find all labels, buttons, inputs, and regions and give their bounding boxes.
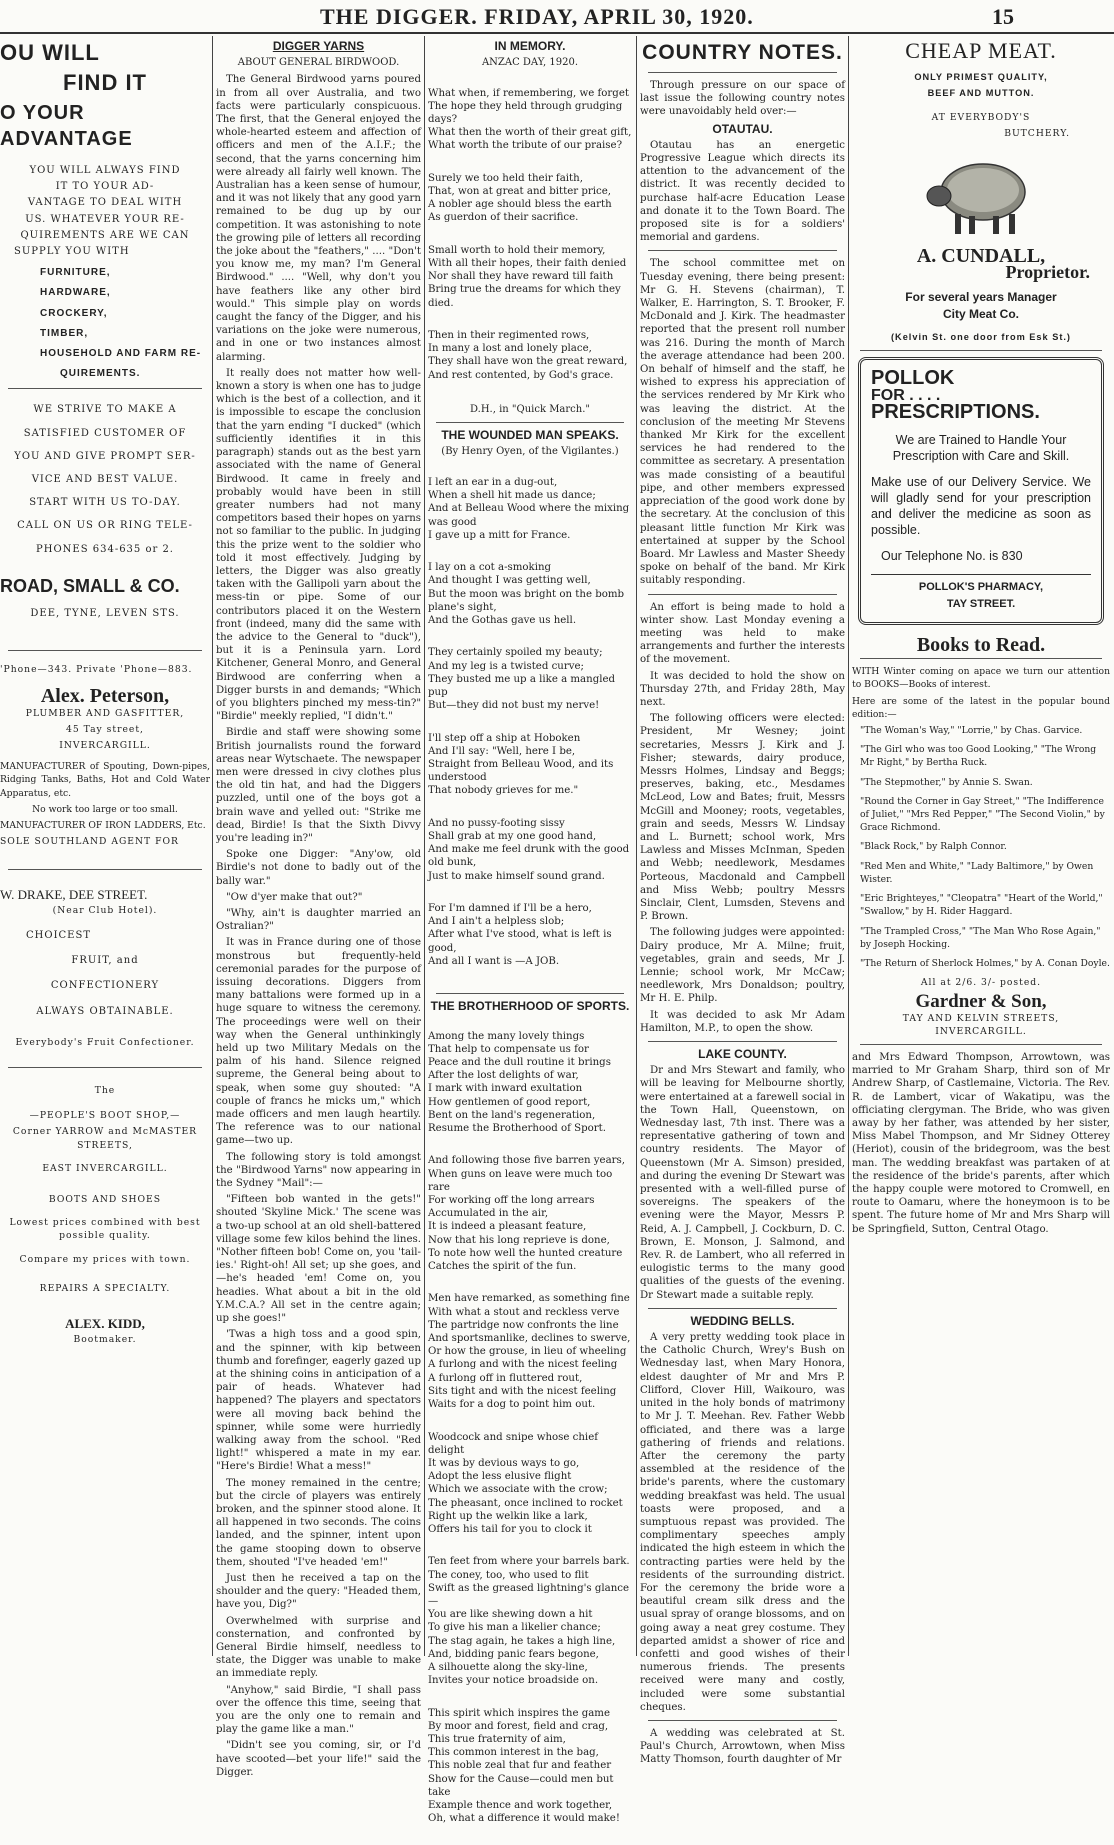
ad-text: 45 Tay street, [66, 723, 144, 735]
book-list-item: "The Return of Sherlock Holmes," by A. Conan Doyle. [860, 957, 1110, 969]
ad-text: SUPPLY YOU WITH [14, 246, 130, 258]
poem-stanza: For I'm damned if I'll be a hero, And I ain't a helpless slob; After what I've stood, what is left is good, And all I want is —A JOB. [428, 902, 612, 967]
ad-name: W. DRAKE, DEE STREET. [0, 886, 148, 902]
poem-stanza: And no pussy-footing sissy Shall grab at my one good hand, And make me feel drunk with the good old bunk, Just to make himself sound grand. [428, 817, 630, 882]
ad-text: EAST INVERCARGILL. [42, 1162, 168, 1174]
divider [648, 1308, 837, 1309]
article-heading: IN MEMORY. [494, 39, 566, 53]
ad-goods: QUIREMENTS. [60, 368, 141, 380]
poem-stanza: What when, if remembering, we forget The hope they held through grudging days? What then the worth of their great gift, What worth the tribute of our praise? [428, 87, 632, 152]
ad-text: No work too large or too small. [32, 803, 178, 815]
article-heading: DIGGER YARNS [272, 39, 365, 53]
ad-heading: OU WILL [0, 40, 100, 65]
ad-text: CONFECTIONERY [50, 980, 160, 992]
ad-text: PLUMBER AND GASFITTER, [25, 707, 185, 719]
divider [436, 422, 624, 423]
ad-text: Here are some of the latest in the popular bound edition:— [852, 695, 1110, 720]
poem-stanza: They certainly spoiled my beauty; And my leg is a twisted curve; They busted me up a like a mangled pup But—they did not bust my nerve! [428, 647, 616, 712]
ad-address: INVERCARGILL. [935, 1025, 1027, 1037]
ad-heading: FIND IT [63, 70, 147, 95]
ad-goods: HARDWARE, [40, 287, 111, 299]
column-poems [428, 36, 632, 1825]
article-paragraph: The following story is told amongst the "Birdwood Yarns" now appearing in the Sydney "Mail":— [216, 1151, 421, 1190]
divider [648, 250, 837, 251]
article-paragraph: It was decided to hold the show on Thursday 27th, and Friday 28th, May next. [640, 670, 845, 708]
article-paragraph: It really does not matter how well-known a story is when one has to judge which is the best of a collection, and it is impossible to escape the conclusion that the yarn ending "I ducked" (which sufficiently identifies it in this paragraph) stands out as the best yarn associated with the name of General Birdwood. It came in freely and probably would have been in still greater numbers had not many competitors based their hopes on yarns not so familiar to the public. In judging this the prize went to the soldier who told it most effectively. Judging by letters, the Digger was also greatly taken with the Gallipoli yarn about the mess-tin or pipe. Some of our contributors placed it on the Western front (indeed, many did the same with the advice to the General to "duck"), but it is a Peninsula yarn. Lord Kitchener, General Monro, and General Birdwood are conferring when a Digger bursts in and demands; "Which of you blighters pinched my mess-tin?" "Birdie" meekly replied, "I didn't." [216, 367, 421, 723]
column-rule [848, 36, 849, 1656]
ad-text: Lowest prices combined with best possible quality. [9, 1217, 201, 1242]
article-heading: OTAUTAU. [712, 121, 773, 136]
article-paragraph: "Why, ain't is daughter married an Ostralian?" [216, 908, 421, 933]
poem-stanza: And following those five barren years, When guns on leave were much too rare For working off the long arrears Accumulated in the air, It is indeed a pleasant feature, Now that his long reprieve is done, To note how well the hunted creature Catches the spirit of the fun. [428, 1155, 625, 1273]
column-country-notes [640, 36, 845, 1766]
ad-text: FRUIT, and [71, 955, 139, 967]
ad-goods: CROCKERY, [40, 307, 108, 319]
article-paragraph: and Mrs Edward Thompson, Arrowtown, was married to Mr Graham Sharp, third son of Mr Andrew Sharp, of Castlemaine, Victoria. The Rev. R. de Lambert, vicar of Wakatipu, was the officiating clergyman. The Bride, who was given away by her father, was attended by her sister, Miss Mabel Thompson, and Mr Sidney Otterey (Heriot), cousin of the bridegroom, was the best man. The wedding breakfast was partaken of at the residence of the bride's parents, after which the happy couple were motored to Cromwell, en route to Oamaru, where the honeymoon is to be spent. The future home of Mr and Mrs Sharp will be Springfield, Sutton, Central Otago. [852, 1051, 1110, 1235]
ad-text: CALL ON US OR RING TELE- [17, 520, 193, 532]
ad-name: Alex. Peterson, [40, 685, 170, 708]
poem-stanza: I'll step off a ship at Hoboken And I'll say: "Well, here I be, Straight from Belleau Wood, and its understood That nobody grieves for me." [428, 732, 614, 797]
ad-text: PHONES 634-635 or 2. [36, 543, 174, 555]
article-paragraph: Birdie and staff were showing some British journalists round the forward areas near Wytschaete. The newspaper men were dressed in civy clothes plus the old tin hat, and had the Diggers puzzled, until one of the boys got a brain wave and yelled out: "Strike me dead, Birdie! Is that the Sixth Divvy you're leading in?" [216, 727, 421, 844]
ad-text: ONLY PRIMEST QUALITY, [914, 72, 1048, 83]
poem-stanza: Surely we too held their faith, That, won at great and bitter price, A nobler age should bless the earth As guerdon of their sacrifice. [428, 172, 612, 224]
book-list-item: "The Woman's Way," "Lorrie," by Chas. Garvice. [860, 725, 1083, 737]
ad-price: All at 2/6. 3/- posted. [920, 977, 1042, 989]
ad-text: REPAIRS A SPECIALTY. [39, 1282, 171, 1294]
divider [648, 1720, 837, 1721]
divider [860, 1044, 1102, 1045]
article-heading: LAKE COUNTY. [698, 1047, 787, 1062]
ad-heading: CHEAP MEAT. [905, 38, 1057, 63]
ad-text: Everybody's Fruit Confectioner. [15, 1036, 195, 1048]
poem-stanza: Then in their regimented rows, In many a lost and lonely place, They shall have won the great reward, And rest contented, by God's grace. [428, 330, 628, 381]
ad-text: BOOTS AND SHOES [48, 1193, 162, 1205]
article-paragraph: It was decided to ask Mr Adam Hamilton, M.P., to open the show. [640, 1009, 845, 1034]
divider [8, 650, 202, 651]
article-paragraph: "Fifteen bob wanted in the gets!" shouted 'Skyline Mick.' The scene was a two-up school at an old shell-battered village some few kilos behind the lines. "Nother fifteen bob! Come on, you 'tail-ies.' Right-oh! All set; up she goes, and—he's headed 'em! Come on, you headies. What about a bit in the old Y.M.C.A.? All set in the centre again; up she goes!" [216, 1194, 421, 1325]
article-heading: WEDDING BELLS. [690, 1313, 795, 1328]
ad-goods: HOUSEHOLD AND FARM RE- [40, 348, 202, 360]
divider [8, 388, 202, 389]
ad-text: IT TO YOUR AD- [55, 181, 155, 193]
book-list-item: "Eric Brighteyes," "Cleopatra" "Heart of the World," "Swallow," by H. Rider Haggard. [860, 893, 1103, 918]
ad-text: SATISFIED CUSTOMER OF [23, 427, 187, 439]
ad-text: For several years Manager [905, 290, 1057, 305]
article-paragraph: The school committee met on Tuesday evening, there being present: Mr G. H. Stevens (chairman), T. Walker, E. Harrington, S. T. Brooker, F. McDonald and J. Kirk. The headmaster reported that the present roll number was 216. During the month of March the average attendance had been 200. On behalf of himself and the staff, he wished to express his appreciation of the services rendered by Mr Kirk who was leaving the district. At the conclusion of the meeting Mr Stevens thanked Mr Kirk for the excellent services he had rendered to the committee as secretary. A presentation was made consisting of a beautiful pipe, and other members expressed appreciation of the good work done by the secretary. At the conclusion of this pleasant little function Mr Kirk was entertained at supper by the School Board. Mr Lawless and Master Sheedy spoke on behalf of the band. Mr Kirk suitably responding. [640, 258, 845, 587]
column-rule [636, 36, 637, 1656]
article-heading: THE WOUNDED MAN SPEAKS. [441, 428, 619, 443]
poem-stanza: Ten feet from where your barrels bark. The coney, too, who used to flit Swift as the greased lightning's glance— You are like shewing down a hit To give his man a likelier chance; The stag again, he takes a high line, And, bidding panic fears begone, A silhouette along the sky-line, Invites your notice broadside on. [428, 1556, 630, 1687]
article-heading: THE BROTHERHOOD OF SPORTS. [430, 999, 630, 1014]
ad-address: (Kelvin St. one door from Esk St.) [891, 331, 1071, 342]
pollok-advertisement [858, 357, 1104, 625]
poem-stanza: I left an ear in a dug-out, When a shell hit made us dance; And at Belleau Wood where the mixing was good I gave up a mitt for France. [428, 476, 630, 541]
ad-text: Corner YARROW and McMASTER STREETS, [12, 1126, 198, 1151]
book-list-item: "The Stepmother," by Annie S. Swan. [860, 776, 1033, 788]
ad-heading: PRESCRIPTIONS. [871, 401, 1040, 424]
ad-text: YOU WILL ALWAYS FIND [29, 165, 181, 176]
ad-text: MANUFACTURER of Spouting, Down-pipes, Ridging Tanks, Baths, Hot and Cold Water Apparatus, etc. [0, 761, 210, 799]
ad-text: VANTAGE TO DEAL WITH [27, 197, 183, 209]
book-list-item: "The Trampled Cross," "The Man Who Rose Again," by Joseph Hocking. [860, 925, 1101, 950]
article-paragraph: The following judges were appointed: Dairy produce, Mr A. Milne; fruit, vegetables, grain and seeds, Mr J. Lennie; school work, Mr McCaw; needlework, Mrs Donaldson; poultry, Mr H. E. Philp. [640, 927, 845, 1005]
ad-goods: TIMBER, [40, 327, 89, 339]
article-paragraph: A wedding was celebrated at St. Paul's Church, Arrowtown, when Miss Matty Thomson, fourth daughter of Mr [640, 1727, 845, 1766]
article-subheading: ABOUT GENERAL BIRDWOOD. [237, 57, 400, 69]
ad-firm-name: POLLOK'S PHARMACY, [918, 580, 1044, 593]
ad-goods: FURNITURE, [40, 267, 111, 279]
article-paragraph: The following officers were elected: President, Mr Wesney; joint secretaries, Messrs J. Kirk and J. Fisher; stewards, dairy produce, Messrs Holmes, Lindsay and Beggs; preserves, baking, etc., Mesdames McLeod, Low and Bates; fruit, Messrs McGill and Mooney; roots, vegetables, grain and seeds, Messrs W. Lindsay and L. Burnett; school work, Mrs Lawless and Misses McInman, Speden and Webb; needlework, Mesdames Porteous, Macdonald and Campbell and Miss Webb; poultry Messrs Sinclair, Clent, Lumsden, Stevens and P. Brown. [640, 713, 845, 923]
ad-text: START WITH US TO-DAY. [29, 497, 181, 509]
ad-text: —PEOPLE'S BOOT SHOP,— [29, 1110, 181, 1122]
ad-text: INVERCARGILL. [59, 740, 151, 752]
divider [860, 658, 1102, 659]
article-paragraph: A very pretty wedding took place in the Catholic Church, Wrey's Bush on Wednesday last, when Mary Honora, eldest daughter of Mr and Mrs P. Clifford, Clover Hill, Waikouro, was united in the holy bonds of matrimony to Mr J. T. Meehan. Rev. Father Webb officiated, and there was a large gathering of friends and relations. After the ceremony the party assembled at the residence of the bride's parents, where the customary wedding breakfast was held. The usual toasts were proposed, and a sumptuous repast was provided. The complimentary speeches amply indicated the high esteem in which the contracting parties were held by the residents of the surrounding district. For the ceremony the bride wore a beautiful cream silk dress and the usual spray of orange blossoms, and on going away a neat grey costume. They departed amidst a shower of rice and confetti and good wishes of their numerous friends. The presents received were many and costly, included were some substantial cheques. [640, 1332, 845, 1713]
ad-text: QUIREMENTS ARE WE CAN [20, 229, 190, 241]
divider [648, 1041, 837, 1042]
ad-text: City Meat Co. [942, 306, 1019, 321]
ad-text: US. WHATEVER YOUR RE- [25, 213, 185, 225]
ad-text: WITH Winter coming on apace we turn our attention to BOOKS—Books of interest. [852, 666, 1110, 691]
ad-name: ALEX. KIDD, [65, 1315, 145, 1331]
poem-stanza: Among the many lovely things That help to compensate us for Peace and the dull routine it brings After the lost delights of war, I mark with inward exultation How gentlemen of good report, Bent on the land's regeneration, Resume the Brotherhood of Sport. [428, 1030, 611, 1135]
column-digger-yarns [216, 36, 421, 1778]
article-paragraph: Spoke one Digger: "Any'ow, old Birdie's not done to badly out of the bally war." [216, 849, 421, 887]
divider [436, 993, 624, 994]
ad-text: BEEF AND MUTTON. [927, 88, 1035, 99]
masthead-title: THE DIGGER. FRIDAY, APRIL 30, 1920. [320, 4, 754, 29]
book-list-item: "Red Men and White," "Lady Baltimore," by Owen Wister. [860, 860, 1094, 885]
book-list-item: "Round the Corner in Gay Street," "The Indifference of Juliet," "Mrs Red Pepper," "The Second Violin," by Grace Richmond. [860, 795, 1105, 834]
divider [8, 869, 202, 870]
column-rule [424, 36, 425, 1656]
poem-stanza: Woodcock and snipe whose chief delight It was by devious ways to go, Adopt the less elusive flight Which we associate with the crow; The pheasant, once inclined to rocket Right up the welkin like a lark, Offers his tail for you to clock it [428, 1431, 623, 1535]
article-paragraph: Just then he received a tap on the shoulder and the query: "Headed them, have you, Dig?" [216, 1572, 421, 1611]
ad-text: Make use of our Delivery Service. We will gladly send for your prescription and deliver the medicine as soon as possible. [871, 474, 1091, 537]
article-paragraph: Overwhelmed with surprise and consternation, and confronted by General Birdie himself, needless to state, the Digger was unable to make an immediate reply. [216, 1615, 421, 1680]
article-paragraph: "Ow d'yer make that out?" [226, 891, 363, 903]
ad-text: YOU AND GIVE PROMPT SER- [14, 450, 196, 462]
poem-stanza: This spirit which inspires the game By moor and forest, field and crag, This true fraternity of aim, This common interest in the bag, This noble zeal that fur and feather Show for the Cause—could men but take Example thence and work together, Oh, what a difference it would make! [428, 1707, 620, 1825]
article-paragraph: It was in France during one of those monstrous but frequently-held ceremonial parades for the purpose of issuing decorations. Diggers from many battalions were formed up in a huge square to witness the ceremony. The proceedings were well on their way when the General unthinkingly held up two Military Medals on the palm of his hand. Silence reigned supreme, the General being about to speak, when some guy shouted: "A couple of francs he micks um," which made officers and men laugh heartily. The reference was to our national game—two up. [216, 937, 421, 1147]
sheep-icon [921, 144, 1041, 244]
ad-address: TAY AND KELVIN STREETS, [902, 1012, 1060, 1024]
book-list-item: "The Girl who was too Good Looking," "The Wrong Mr Right," by Bertha Ruck. [860, 744, 1097, 769]
article-paragraph: "Anyhow," said Birdie, "I shall pass over the offence this time, seeing that you are the only one to remain and play the game like a man." [216, 1684, 421, 1736]
book-list-item: "Black Rock," by Ralph Connor. [860, 841, 1007, 853]
ad-heading: POLLOK [871, 367, 955, 390]
ad-text: Compare my prices with town. [19, 1253, 191, 1265]
ad-text: WE STRIVE TO MAKE A [33, 404, 177, 416]
poem-stanza: I lay on a cot a-smoking And thought I was getting well, But the moon was bright on the bomb plane's sight, And the Gothas gave us hell. [428, 562, 625, 626]
divider [8, 1067, 202, 1068]
ad-heading: Books to Read. [916, 634, 1046, 657]
ad-firm-name: ROAD, SMALL & CO. [0, 575, 180, 596]
ad-text: We are Trained to Handle Your Prescription with Care and Skill. [892, 432, 1070, 463]
article-paragraph: Otautau has an energetic Progressive League which directs its attention to the advancement of the district. It was recently decided to purchase half-acre Education Lease and donate it to the Town Board. The proposed site is for a soldiers' memorial and gardens. [640, 139, 845, 244]
divider [648, 594, 837, 595]
ad-text: BUTCHERY. [1004, 127, 1070, 139]
article-paragraph: Dr and Mrs Stewart and family, who will be leaving for Melbourne shortly, were entertained at a farewell social in the Town Hall, Queenstown, on Wednesday last, 7th inst. There was a representative gathering of town and country residents. The Mayor of Queenstown (Mr A. Simson) presided, and during the evening Dr Stewart was presented with a well-filled purse of sovereigns. The speakers of the evening were the Mayor, Messrs P. Reid, A. J. Campbell, J. Cockburn, D. C. Brown, E. Monson, J. Salmond, and Rev. R. de Lambert, who all referred in eulogistic terms to the many good qualities of the guests of the evening. Dr Stewart made a suitable reply. [640, 1065, 845, 1301]
ad-text: MANUFACTURER OF IRON LADDERS, Etc. [0, 820, 206, 832]
section-heading: COUNTRY NOTES. [642, 41, 843, 64]
ad-firm-name: Gardner & Son, [915, 991, 1047, 1013]
article-subheading: (By Henry Oyen, of the Vigilantes.) [441, 446, 619, 458]
article-paragraph: An effort is being made to hold a winter show. Last Monday evening a meeting was held to make arrangements and further the interests of the movement. [640, 601, 845, 666]
ad-heading: O YOUR ADVANTAGE [0, 102, 133, 150]
ad-text: (Near Club Hotel). [52, 904, 158, 916]
ad-heading: FOR . . . . [871, 387, 941, 405]
poem-credit: D.H., in "Quick March." [470, 404, 590, 416]
ad-text: ALWAYS OBTAINABLE. [36, 1005, 174, 1017]
divider [648, 72, 837, 73]
divider [860, 350, 1102, 351]
article-paragraph: The General Birdwood yarns poured in from all over Australia, and two facts were particularly conspicuous. The first, that the General enjoyed the whole-hearted esteem and affection of officers and men of the A.I.F.; the second, that the yarns concerning him were already all fairly well known. The Australian has a keen sense of humour, and it was not likely that any good yarn remained to be dug up by our competition. It was astonishing to note the growing pile of letters all recording the joke about the "feathers," .... "Don't you know me, my man? I'm General Birdwood." .... "Well, why don't you have feathers like any other bird would." This simple play on words caught the fancy of the Digger, and his variations on the joke were numerous, and in one or two instances almost alarming. [216, 74, 421, 363]
ad-text: AT EVERYBODY'S [931, 111, 1031, 123]
article-paragraph: "Didn't see you coming, sir, or I'd have scooted—bet your life!" said the Digger. [216, 1740, 421, 1778]
column-rule [212, 36, 213, 1656]
ad-text: The [94, 1084, 116, 1096]
ad-role: Proprietor. [1005, 262, 1090, 283]
ad-text: CHOICEST [26, 929, 91, 941]
ad-address: TAY STREET. [946, 597, 1016, 610]
poem-stanza: Men have remarked, as something fine With what a stout and reckless verve The partridge now confronts the line And sportsmanlike, declines to swerve, Or how the grouse, in lieu of wheeling A furlong and with the nicest feeling A furlong off in fluttered rout, Sits tight and with the nicest feeling Waits for a dog to point him out. [428, 1293, 631, 1411]
column-advertisements-left [0, 36, 210, 1656]
masthead [0, 0, 1114, 34]
article-paragraph: Through pressure on our space of last issue the following country notes were unavoidably held over:— [640, 80, 845, 118]
article-paragraph: The money remained in the centre; but the circle of players was entirely broken, and the spinner stood alone. It all happened in two seconds. The coins landed, and the spinner, intent upon the game stooping down to observe them, shouted "I've headed 'em!" [216, 1477, 421, 1568]
poem-stanza: Small worth to hold their memory, With all their hopes, their faith denied Nor shall they have reward till faith Bring true the dreams for which they died. [428, 244, 627, 309]
ad-text: Our Telephone No. is 830 [881, 548, 1023, 563]
ad-text: Bootmaker. [73, 1334, 137, 1346]
ad-address: DEE, TYNE, LEVEN STS. [30, 608, 180, 620]
article-paragraph: 'Twas a high toss and a good spin, and the spinner, with kip between thumb and forefinger, eagerly gazed up at the shining coins in anticipation of a pair of heads. Whatever had happened? The players and spectators were all moving back behind the spinner, while some were hurriedly walking away from the school. "Red light!" whispered a mate in my ear. "Here's Birdie! What a mess!" [216, 1329, 421, 1473]
column-advertisements-right [852, 36, 1110, 1656]
ad-name: A. CUNDALL, [916, 245, 1046, 268]
ad-text: VICE AND BEST VALUE. [31, 474, 179, 486]
page-number: 15 [992, 4, 1014, 29]
ad-text: SOLE SOUTHLAND AGENT FOR [0, 836, 179, 848]
ad-phone: 'Phone—343. Private 'Phone—883. [0, 664, 193, 676]
article-subheading: ANZAC DAY, 1920. [481, 57, 579, 69]
